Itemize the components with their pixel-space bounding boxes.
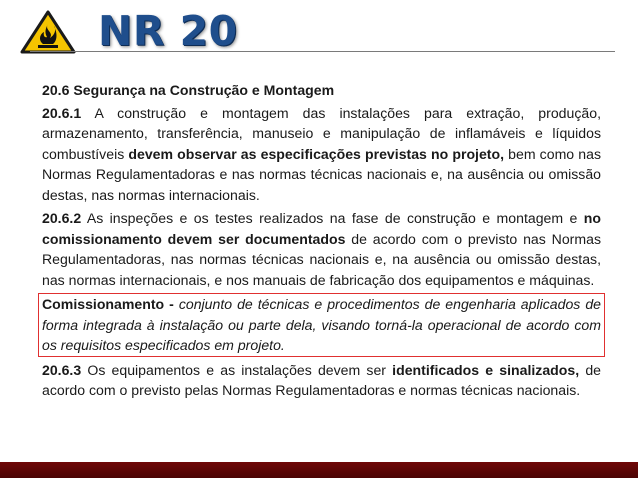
emphasis-text: devem observar as especificações previstas no projeto, [128,145,505,162]
item-number: 20.6.1 [42,104,82,121]
paragraph-20-6-3 [42,360,601,401]
paragraph-text: A construção e montagem das instalações para extração, produção, armazenamento, transferência, manuseio e manipulação de inflamáveis e líquidos combustíveis [42,104,601,162]
item-number: 20.6.2 [42,210,82,226]
paragraph-text: Os equipamentos e as instalações devem ser [81,361,393,378]
definition-box [38,293,605,357]
page-title: NR 20 [98,7,238,55]
emphasis-text: identificados e sinalizados, [392,361,580,378]
header [0,0,638,60]
section-heading: 20.6 Segurança na Construção e Montagem [42,82,335,98]
paragraph-text: de acordo com o previsto nas Normas Regulamentadoras, nas normas técnicas nacionais e, na ausência ou omissão destas, nas normas internacionais, e nos manuais de fabricação dos equipamentos e máquinas. [42,230,601,288]
paragraph-text: As inspeções e os testes realizados na fase de construção e montagem e [81,210,584,226]
emphasis-text: no comissionamento devem ser documentados [42,210,601,247]
paragraph-text: bem como nas Normas Regulamentadoras e nas normas técnicas nacionais e, na ausência ou omissão destas, nas normas internacionais. [42,145,601,203]
flammable-warning-icon [20,10,76,54]
definition-term: Comissionamento - [42,296,174,312]
header-divider [30,51,615,52]
paragraph-text: de acordo com o previsto pelas Normas Regulamentadoras e normas técnicas nacionais. [42,361,601,398]
footer-bar [0,462,638,478]
item-number: 20.6.3 [42,361,82,378]
document-body [42,80,601,404]
paragraph-20-6-2 [42,208,601,290]
definition-text: conjunto de técnicas e procedimentos de engenharia aplicados de forma integrada à instalação ou parte dela, visando torná-la operacional de acordo com os requisitos especificados em projeto. [42,296,601,353]
paragraph-20-6-1 [42,103,601,206]
